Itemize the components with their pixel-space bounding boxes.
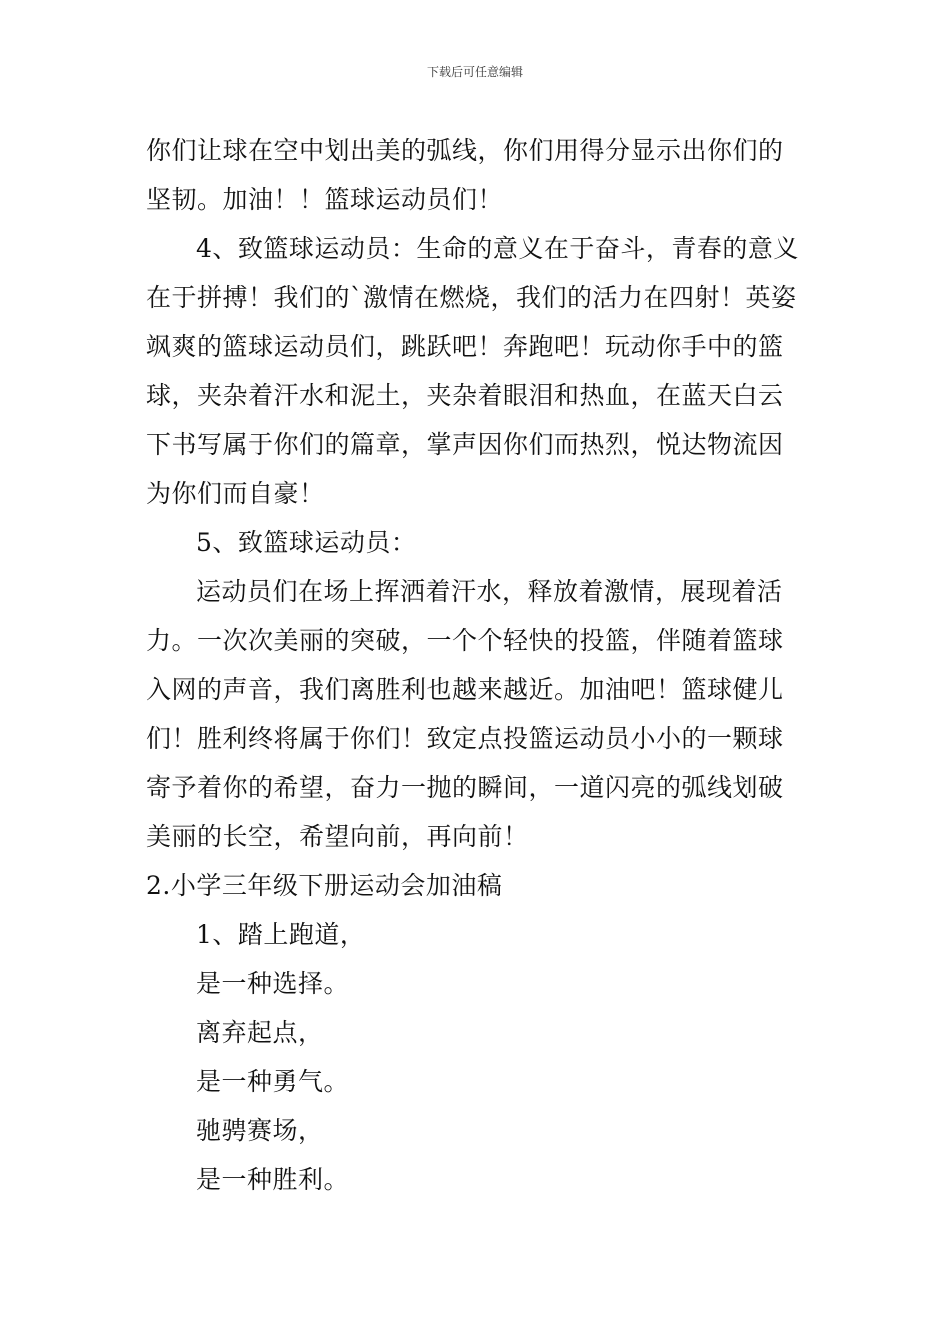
text-line: 驰骋赛场， (196, 1116, 324, 1145)
text-line: 球，夹杂着汗水和泥土，夹杂着眼泪和热血，在蓝天白云 (146, 381, 784, 410)
paragraph-start: 5、致篮球运动员： (196, 528, 417, 557)
document-body (146, 126, 816, 1204)
text-line: 坚韧。加油！！篮球运动员们！ (146, 185, 504, 214)
section-heading: 2.小学三年级下册运动会加油稿 (146, 871, 503, 900)
text-line: 们！胜利终将属于你们！致定点投篮运动员小小的一颗球 (146, 724, 784, 753)
text-line: 入网的声音，我们离胜利也越来越近。加油吧！篮球健儿 (146, 675, 784, 704)
text-line: 在于拼搏！我们的`激情在燃烧，我们的活力在四射！英姿 (146, 283, 797, 312)
paragraph-start: 1、踏上跑道， (196, 920, 366, 949)
text-line: 下书写属于你们的篇章，掌声因你们而热烈，悦达物流因 (146, 430, 784, 459)
text-line: 寄予着你的希望，奋力一抛的瞬间，一道闪亮的弧线划破 (146, 773, 784, 802)
text-line: 是一种勇气。 (196, 1067, 350, 1096)
text-line: 你们让球在空中划出美的弧线，你们用得分显示出你们的 (146, 136, 784, 165)
text-line: 美丽的长空，希望向前，再向前！ (146, 822, 529, 851)
page-header: 下载后可任意编辑 (426, 65, 523, 79)
paragraph-start: 4、致篮球运动员：生命的意义在于奋斗，青春的意义 (196, 234, 799, 263)
text-line: 力。一次次美丽的突破，一个个轻快的投篮，伴随着篮球 (146, 626, 784, 655)
text-line: 为你们而自豪！ (146, 479, 325, 508)
text-line: 是一种胜利。 (196, 1165, 350, 1194)
text-line: 飒爽的篮球运动员们，跳跃吧！奔跑吧！玩动你手中的篮 (146, 332, 784, 361)
text-line: 离弃起点， (196, 1018, 324, 1047)
text-line: 是一种选择。 (196, 969, 350, 998)
paragraph-start: 运动员们在场上挥洒着汗水，释放着激情，展现着活 (196, 577, 783, 606)
